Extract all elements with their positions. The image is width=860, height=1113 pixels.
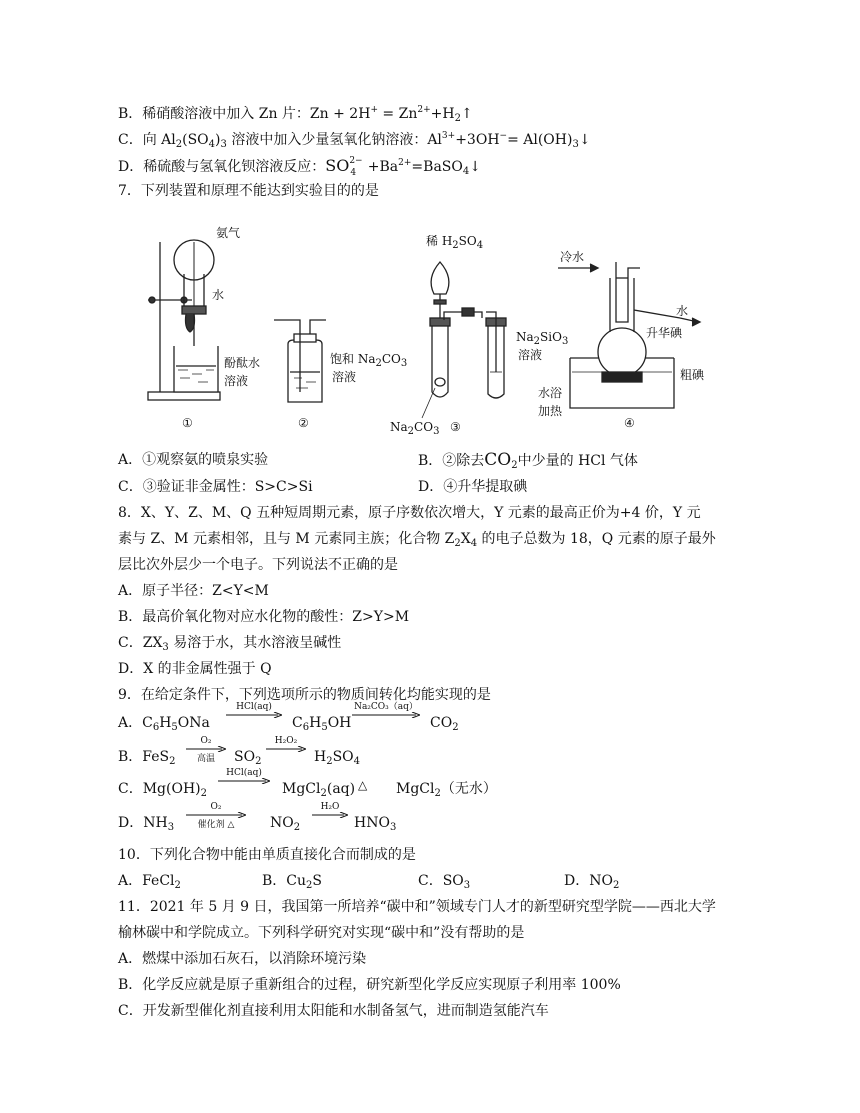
label-apparatus-1: ①	[182, 416, 193, 430]
q9-option-c-reactant: C．$Mg(OH)_2$	[118, 781, 207, 799]
label-apparatus-3: ③	[450, 420, 461, 434]
apparatus-figure	[140, 222, 740, 441]
q9-a-product-2: $CO_2$	[430, 715, 459, 733]
q6-option-b: B．稀硝酸溶液中加入 Zn 片：$Zn + 2H^+ = Zn^{2+}+H_2↑$	[118, 105, 473, 124]
label-heating: 加热	[538, 404, 563, 418]
question-10: 10．下列化合物中能由单质直接化合而制成的是	[118, 847, 416, 863]
label-apparatus-4: ④	[624, 416, 635, 430]
q8-option-b: B．最高价氧化物对应水化物的酸性：Z>Y>M	[118, 609, 410, 625]
q9-d-product-2: $HNO_3$	[354, 815, 397, 833]
q9-option-b-reactant: B．FeS$_2$	[118, 749, 176, 767]
q9-c-product-2: MgCl$_2$（无水）	[396, 781, 497, 799]
q6-option-c: C．向 $Al_2(SO_4)_3$ 溶液中加入少量氢氧化钠溶液：$Al^{3+}+3OH^-=$ $Al(OH)_3↓$	[118, 131, 591, 150]
label-solution-1: 溶液	[224, 374, 249, 388]
q8-option-c: C．$ZX_3$ 易溶于水，其水溶液呈碱性	[118, 635, 342, 653]
q9-a-arrow-1: HCl(aq)	[226, 706, 282, 720]
q9-d-arrow-1: O₂ 催化剂 △	[186, 806, 246, 820]
q9-b-product-2: $H_2SO_4$	[314, 749, 361, 767]
label-phenol-water: 酚酞水	[224, 356, 261, 370]
label-saturated-na2co3: 饱和 $Na_2CO_3$	[330, 352, 408, 369]
q9-option-a-reactant: A．$C_6H_5ONa$	[118, 715, 210, 733]
q9-option-d-reactant: D．$NH_3$	[118, 815, 175, 833]
q10-option-b: B．$Cu_2S$	[262, 873, 322, 891]
label-ammonia: 氨气	[216, 226, 241, 240]
q9-a-product-1: $C_6H_5OH$	[292, 715, 352, 733]
label-na2sio3: $Na_2SiO_3$	[516, 330, 569, 347]
question-9: 9．在给定条件下，下列选项所示的物质间转化均能实现的是	[118, 687, 491, 703]
label-sublimed-iodine: 升华碘	[646, 326, 683, 340]
q10-option-a: A．FeCl$_2$	[118, 873, 181, 891]
q8-option-d: D．X 的非金属性强于 Q	[118, 661, 272, 677]
q7-option-c: C．③验证非金属性：S>C>Si	[118, 479, 313, 495]
q9-d-arrow-2: H₂O	[312, 806, 348, 820]
q6-option-d: D．稀硫酸与氢氧化钡溶液反应：SO 2− 4 $+Ba^{2+}=BaSO_4↓$	[118, 156, 481, 178]
label-solution-3: 溶液	[518, 348, 543, 362]
q10-option-d: D．$NO_2$	[564, 873, 620, 891]
question-11-line-1: 11．2021 年 5 月 9 日，我国第一所培养“碳中和”领域专门人才的新型研究型学院——西北大学	[118, 899, 716, 915]
label-water-bath: 水浴	[538, 386, 563, 400]
flask-4	[598, 328, 646, 376]
q11-option-b: B．化学反应就是原子重新组合的过程，研究新型化学反应实现原子利用率 100%	[118, 977, 621, 993]
question-8-line-2: 素与 Z、M 元素相邻，且与 M 元素同主族；化合物 $Z_2X_4$ 的电子总数为 18，Q 元素的原子最外	[118, 531, 716, 549]
label-water: 水	[212, 288, 225, 302]
separatory-funnel	[431, 262, 449, 294]
q7-option-b: B．②除去$CO_2$中少量的 HCl 气体	[418, 450, 638, 471]
label-dilute-h2so4: 稀 $H_2SO_4$	[426, 234, 484, 251]
gas-wash-bottle	[288, 340, 322, 402]
label-crude-iodine: 粗碘	[680, 368, 705, 382]
q7-option-d: D．④升华提取碘	[418, 479, 528, 495]
q11-option-a: A．燃煤中添加石灰石，以消除环境污染	[118, 951, 367, 967]
q8-option-a: A．原子半径：Z<Y<M	[118, 583, 269, 599]
q9-b-arrow-1: O₂ 高温	[186, 740, 226, 754]
question-11-line-2: 榆林碳中和学院成立。下列科学研究对实现“碳中和”没有帮助的是	[118, 925, 525, 941]
q11-option-c: C．开发新型催化剂直接利用太阳能和水制备氢气，进而制造氢能汽车	[118, 1003, 549, 1019]
label-solution-2: 溶液	[332, 370, 357, 384]
stand-base	[148, 392, 220, 400]
question-8-line-3: 层比次外层少一个电子。下列说法不正确的是	[118, 557, 398, 573]
q9-d-product-1: $NO_2$	[270, 815, 301, 833]
q9-b-product-1: $SO_2$	[234, 749, 262, 767]
q7-option-a: A．①观察氨的喷泉实验	[118, 452, 269, 468]
label-na2co3: $Na_2CO_3$	[390, 420, 440, 437]
label-apparatus-2: ②	[298, 416, 309, 430]
q9-c-product-1: MgCl$_2$(aq)	[282, 781, 356, 799]
q9-a-arrow-2: Na₂CO₃（aq）	[352, 706, 420, 720]
q9-c-heat-symbol: △	[358, 778, 368, 792]
question-7: 7．下列装置和原理不能达到实验目的的是	[118, 183, 379, 199]
label-cold-water: 冷水	[560, 250, 585, 264]
label-water-out: 水	[676, 304, 689, 318]
q9-b-arrow-2: H₂O₂	[266, 740, 306, 754]
q10-option-c: C．$SO_3$	[418, 873, 471, 891]
q9-c-arrow-1: HCl(aq)	[218, 772, 270, 786]
question-8-line-1: 8．X、Y、Z、M、Q 五种短周期元素，原子序数依次增大，Y 元素的最高正价为+4 价，Y 元	[118, 505, 701, 521]
